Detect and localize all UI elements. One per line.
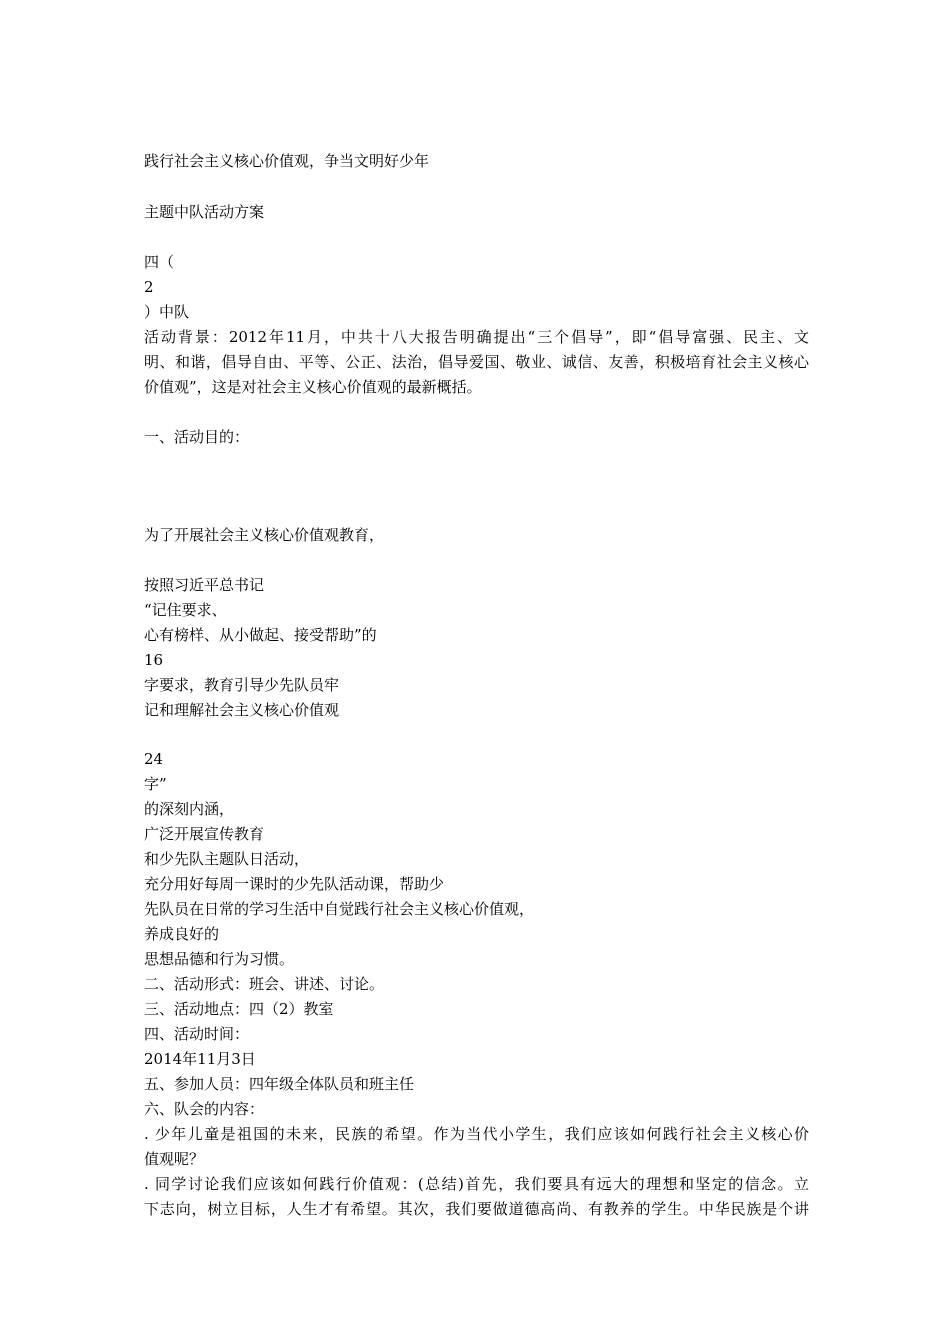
section-heading-6: 六、队会的内容： [144, 1100, 265, 1118]
section-heading-5: 五、参加人员：四年级全体队员和班主任 [144, 1075, 415, 1093]
purpose-line-16: 思想品德和行为习惯。 [144, 950, 295, 968]
purpose-line-2: 按照习近平总书记 [144, 576, 265, 594]
purpose-line-9: 字” [144, 775, 167, 793]
purpose-line-11: 广泛开展宣传教育 [144, 825, 265, 843]
class-text-c: ）中队 [144, 303, 190, 321]
section-heading-3: 三、活动地点：四（2）教室 [144, 1000, 334, 1018]
section-heading-2: 二、活动形式：班会、讲述、讨论。 [144, 975, 385, 993]
purpose-line-6: 字要求，教育引导少先队员牢 [144, 676, 340, 694]
background-line-2: 明、和谐，倡导自由、平等、公正、法治，倡导爱国、敬业、诚信、友善，积极培育社会主义核心 [144, 353, 809, 371]
section-heading-1: 一、活动目的： [144, 428, 250, 446]
activity-date: 2014年11月3日 [144, 1050, 256, 1068]
purpose-line-14: 先队员在日常的学习生活中自觉践行社会主义核心价值观， [144, 900, 535, 918]
purpose-line-13: 充分用好每周一课时的少先队活动课，帮助少 [144, 875, 445, 893]
purpose-line-8: 24 [144, 750, 164, 768]
content-line-1a: . 少年儿童是祖国的未来，民族的希望。作为当代小学生，我们应该如何践行社会主义核心价 [144, 1125, 809, 1143]
content-line-2b: 下志向，树立目标，人生才有希望。其次，我们要做道德高尚、有教养的学生。中华民族是个讲 [144, 1200, 809, 1218]
background-line-1: 活动背景：2012年11月，中共十八大报告明确提出“三个倡导”，即“倡导富强、民主、文 [144, 328, 809, 346]
purpose-line-7: 记和理解社会主义核心价值观 [144, 701, 340, 719]
class-text-b: 2 [144, 278, 154, 296]
purpose-line-10: 的深刻内涵， [144, 800, 235, 818]
purpose-line-4: 心有榜样、从小做起、接受帮助”的 [144, 626, 377, 644]
background-line-3: 价值观”，这是对社会主义核心价值观的最新概括。 [144, 378, 482, 396]
purpose-line-15: 养成良好的 [144, 925, 220, 943]
content-line-1b: 值观呢？ [144, 1150, 205, 1168]
purpose-line-1: 为了开展社会主义核心价值观教育， [144, 526, 385, 544]
section-heading-4: 四、活动时间： [144, 1025, 250, 1043]
document-title: 践行社会主义核心价值观，争当文明好少年 [144, 152, 430, 170]
content-line-2a: . 同学讨论我们应该如何践行价值观：(总结)首先，我们要具有远大的理想和坚定的信念。立 [144, 1175, 809, 1193]
purpose-line-5: 16 [144, 651, 164, 669]
purpose-line-12: 和少先队主题队日活动， [144, 850, 310, 868]
purpose-line-3: “记住要求、 [144, 601, 227, 619]
class-text-a: 四（ [144, 253, 175, 271]
document-subtitle: 主题中队活动方案 [144, 203, 265, 221]
